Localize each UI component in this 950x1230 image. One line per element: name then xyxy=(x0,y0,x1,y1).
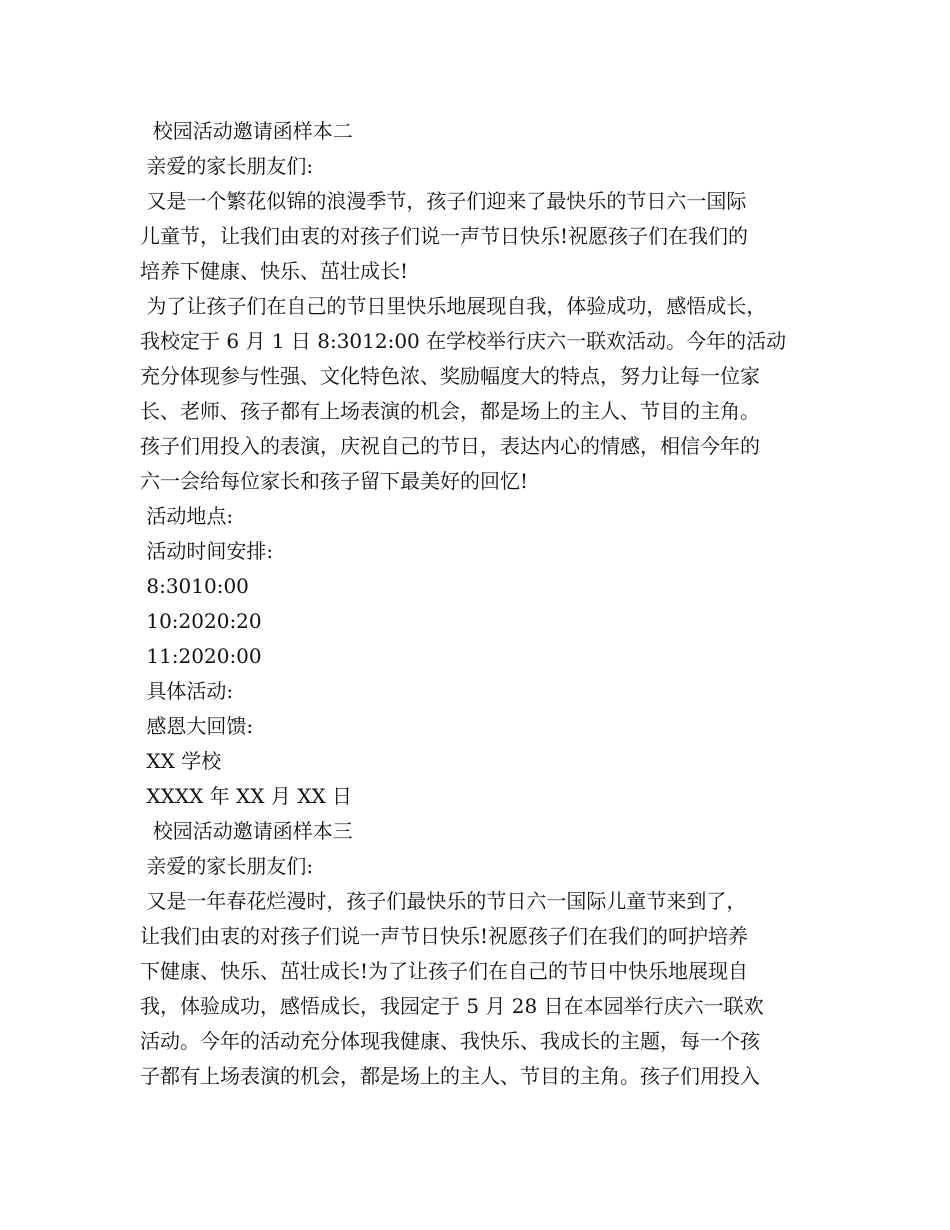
schedule-time: 10:2020:20 xyxy=(140,609,262,633)
salutation: 亲爱的家长朋友们: xyxy=(140,854,314,878)
paragraph-line: 为了让孩子们在自己的节日里快乐地展现自我，体验成功，感悟成长， xyxy=(140,294,767,318)
schedule-time: 8:3010:00 xyxy=(140,574,249,598)
paragraph-line: 子都有上场表演的机会，都是场上的主人、节目的主角。孩子们用投入 xyxy=(140,1064,760,1088)
school-signature: XX 学校 xyxy=(140,749,222,773)
paragraph-line: 让我们由衷的对孩子们说一声节日快乐!祝愿孩子们在我们的呵护培养 xyxy=(140,924,749,948)
paragraph-line: 又是一个繁花似锦的浪漫季节，孩子们迎来了最快乐的节日六一国际 xyxy=(140,189,747,213)
paragraph-line: 孩子们用投入的表演，庆祝自己的节日，表达内心的情感，相信今年的 xyxy=(140,434,760,458)
paragraph-line: 长、老师、孩子都有上场表演的机会，都是场上的主人、节目的主角。 xyxy=(140,399,760,423)
paragraph-line: 又是一年春花烂漫时，孩子们最快乐的节日六一国际儿童节来到了， xyxy=(140,889,747,913)
paragraph-line: 我校定于 6 月 1 日 8:3012:00 在学校举行庆六一联欢活动。今年的活动 xyxy=(140,329,787,353)
schedule-time: 11:2020:00 xyxy=(140,644,262,668)
paragraph-line: 活动。今年的活动充分体现我健康、我快乐、我成长的主题，每一个孩 xyxy=(140,1029,760,1053)
specific-activities-heading: 具体活动: xyxy=(140,679,234,703)
paragraph-line: 儿童节，让我们由衷的对孩子们说一声节日快乐!祝愿孩子们在我们的 xyxy=(140,224,749,248)
document-body xyxy=(140,114,820,1094)
paragraph-line: 培养下健康、快乐、茁壮成长! xyxy=(140,259,409,283)
paragraph-line: 下健康、快乐、茁壮成长!为了让孩子们在自己的节日中快乐地展现自 xyxy=(140,959,749,983)
gratitude-feedback-heading: 感恩大回馈: xyxy=(140,714,254,738)
section-title-sample-two: 校园活动邀请函样本二 xyxy=(140,119,353,143)
section-title-sample-three: 校园活动邀请函样本三 xyxy=(140,819,353,843)
activity-schedule-heading: 活动时间安排: xyxy=(140,539,274,563)
paragraph-line: 我，体验成功，感悟成长，我园定于 5 月 28 日在本园举行庆六一联欢 xyxy=(140,994,764,1018)
paragraph-line: 六一会给每位家长和孩子留下最美好的回忆! xyxy=(140,469,529,493)
salutation: 亲爱的家长朋友们: xyxy=(140,154,314,178)
date-signature: XXXX 年 XX 月 XX 日 xyxy=(140,784,353,808)
activity-location: 活动地点: xyxy=(140,504,234,528)
paragraph-line: 充分体现参与性强、文化特色浓、奖励幅度大的特点，努力让每一位家 xyxy=(140,364,760,388)
